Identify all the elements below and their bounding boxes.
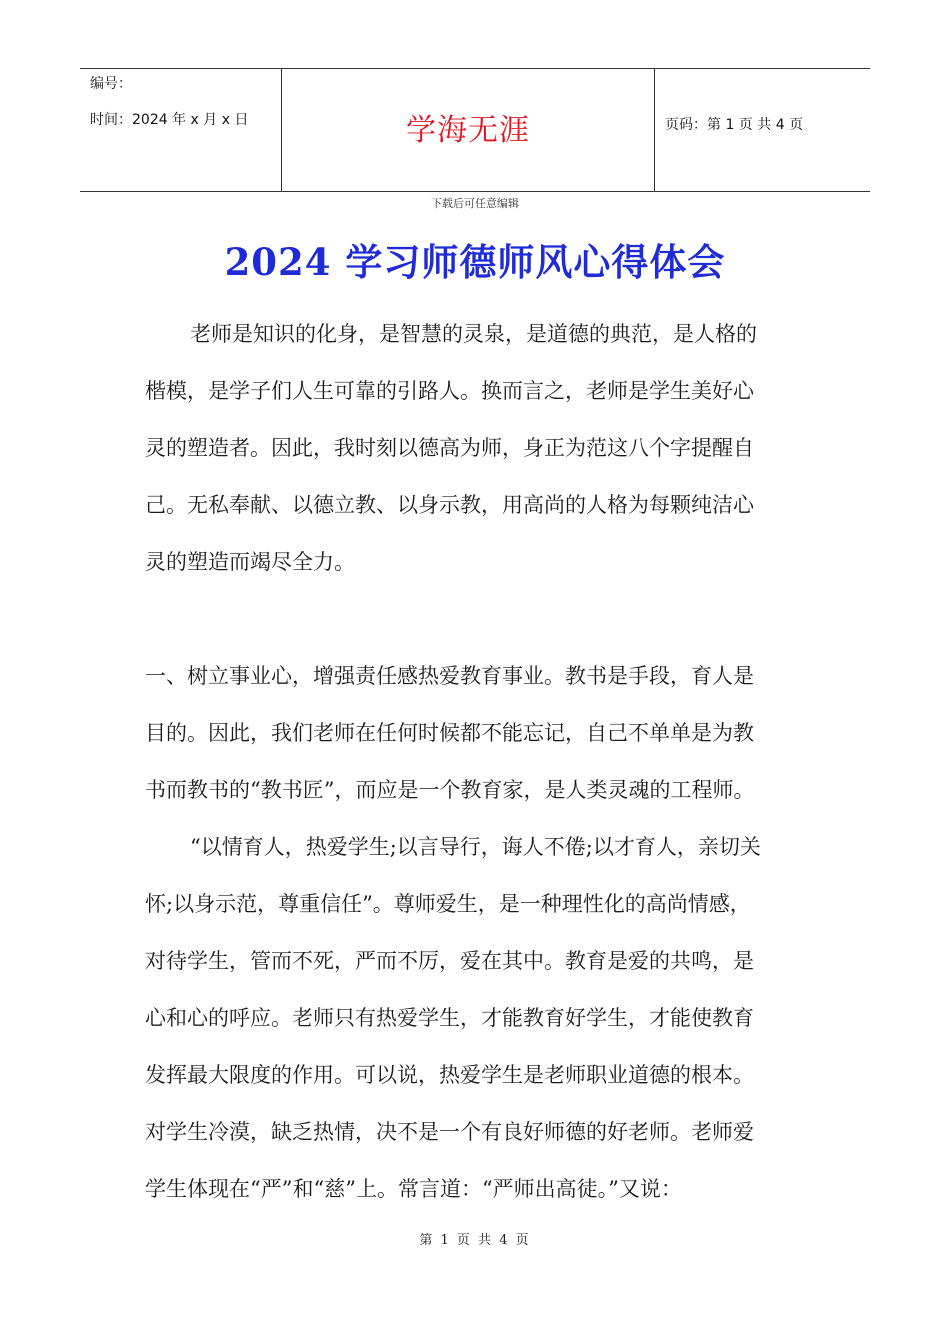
edit-note: 下载后可任意编辑 <box>431 197 519 210</box>
header-table <box>80 68 870 192</box>
document-title: 2024 学习师德师风心得体会 <box>224 240 726 284</box>
header-left-cell <box>80 69 282 191</box>
body-line: 发挥最大限度的作用。可以说，热爱学生是老师职业道德的根本。 <box>145 1063 754 1087</box>
page-number-label: 页码：第 1 页 共 4 页 <box>665 117 804 133</box>
brand-name: 学海无涯 <box>406 113 530 148</box>
body-line: 书而教书的“教书匠”，而应是一个教育家，是人类灵魂的工程师。 <box>145 778 755 802</box>
body-line: 对待学生，管而不死，严而不厉，爱在其中。教育是爱的共鸣，是 <box>145 949 754 973</box>
body-line: 心和心的呼应。老师只有热爱学生，才能教育好学生，才能使教育 <box>145 1006 754 1030</box>
body-line: 楷模，是学子们人生可靠的引路人。换而言之，老师是学生美好心 <box>145 379 754 403</box>
body-line: 对学生冷漠，缺乏热情，决不是一个有良好师德的好老师。老师爱 <box>145 1120 754 1144</box>
body-line: 灵的塑造者。因此，我时刻以德高为师，身正为范这八个字提醒自 <box>145 436 754 460</box>
body-line: 老师是知识的化身，是智慧的灵泉，是道德的典范，是人格的 <box>190 322 757 346</box>
document-time-label: 时间：2024 年 x 月 x 日 <box>90 112 249 128</box>
body-line: 灵的塑造而竭尽全力。 <box>145 550 355 574</box>
page-footer: 第 1 页 共 4 页 <box>419 1233 531 1248</box>
header-middle-cell <box>282 69 655 191</box>
document-number-label: 编号： <box>90 76 132 92</box>
body-line: 己。无私奉献、以德立教、以身示教，用高尚的人格为每颗纯洁心 <box>145 493 754 517</box>
body-line: 一、树立事业心，增强责任感热爱教育事业。教书是手段，育人是 <box>145 664 754 688</box>
body-line: 学生体现在“严”和“慈”上。常言道：“严师出高徒。”又说： <box>145 1177 682 1201</box>
header-right-cell <box>655 69 870 191</box>
body-line: 怀;以身示范，尊重信任”。尊师爱生，是一种理性化的高尚情感， <box>145 892 751 916</box>
body-line: 目的。因此，我们老师在任何时候都不能忘记，自己不单单是为教 <box>145 721 754 745</box>
body-line: “以情育人，热爱学生;以言导行，诲人不倦;以才育人，亲切关 <box>190 835 761 859</box>
